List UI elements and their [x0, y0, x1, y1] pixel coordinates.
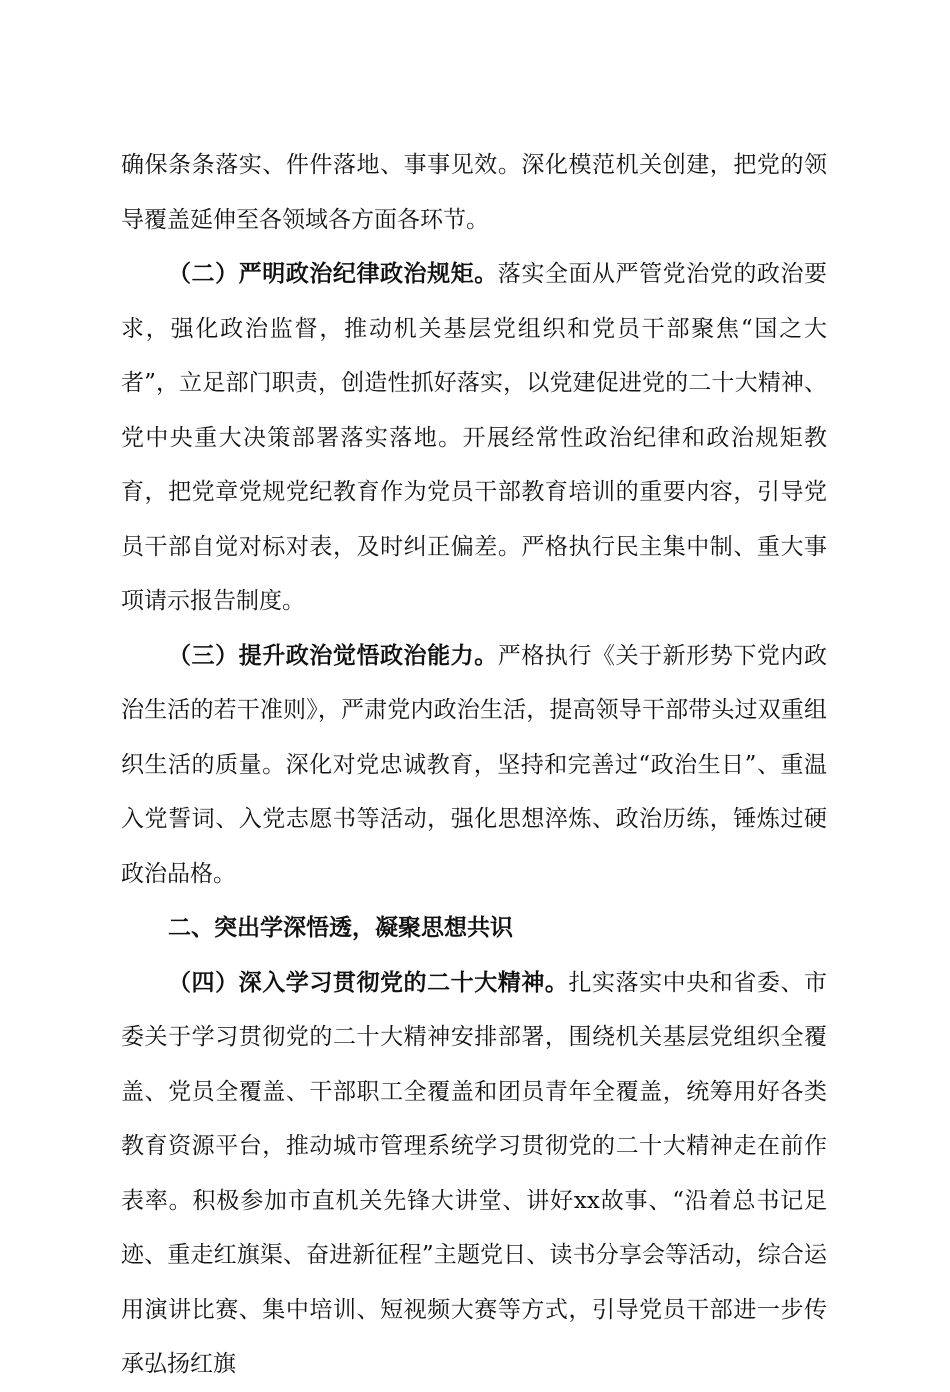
paragraph-2	[121, 247, 827, 629]
paragraph-text: 落实全面从严管党治党的政治要求，强化政治监督，推动机关基层党组织和党员干部聚焦“国之大者”，立足部门职责，创造性抓好落实，以党建促进党的二十大精神、党中央重大决策部署落实落地。开展经常性政治纪律和政治规矩教育，把党章党规党纪教育作为党员干部教育培训的重要内容，引导党员干部自觉对标对表，及时纠正偏差。严格执行民主集中制、重大事项请示报告制度。	[121, 261, 828, 614]
paragraph-continuation	[121, 138, 827, 247]
paragraph-3	[121, 629, 827, 902]
paragraph-text: 严格执行《关于新形势下党内政治生活的若干准则》，严肃党内政治生活，提高领导干部带头过双重组织生活的质量。深化对党忠诚教育，坚持和完善过“政治生日”、重温入党誓词、入党志愿书等活动，强化思想淬炼、政治历练，锤炼过硬政治品格。	[121, 642, 828, 887]
paragraph-lead: （二）严明政治纪律政治规矩。	[168, 261, 498, 287]
paragraph-lead: （四）深入学习贯彻党的二十大精神。	[168, 969, 569, 996]
section-heading: 二、突出学深悟透，凝聚思想共识	[168, 915, 513, 941]
paragraph-text: 确保条条落实、件件落地、事事见效。深化模范机关创建，把党的领导覆盖延伸至各领域各方面各环节。	[121, 152, 827, 233]
paragraph-text: 扎实落实中央和省委、市委关于学习贯彻党的二十大精神安排部署，围绕机关基层党组织全覆盖、党员全覆盖、干部职工全覆盖和团员青年全覆盖，统筹用好各类教育资源平台，推动城市管理系统学习贯彻党的二十大精神走在前作表率。积极参加市直机关先锋大讲堂、讲好xx故事、“沿着总书记足迹、重走红旗渠、奋进新征程”主题党日、读书分享会等活动，综合运用演讲比赛、集中培训、短视频大赛等方式，引导党员干部进一步传承弘扬红旗	[121, 969, 828, 1377]
document-body	[121, 138, 827, 1392]
paragraph-lead: （三）提升政治觉悟政治能力。	[168, 642, 498, 669]
paragraph-4	[121, 956, 827, 1392]
